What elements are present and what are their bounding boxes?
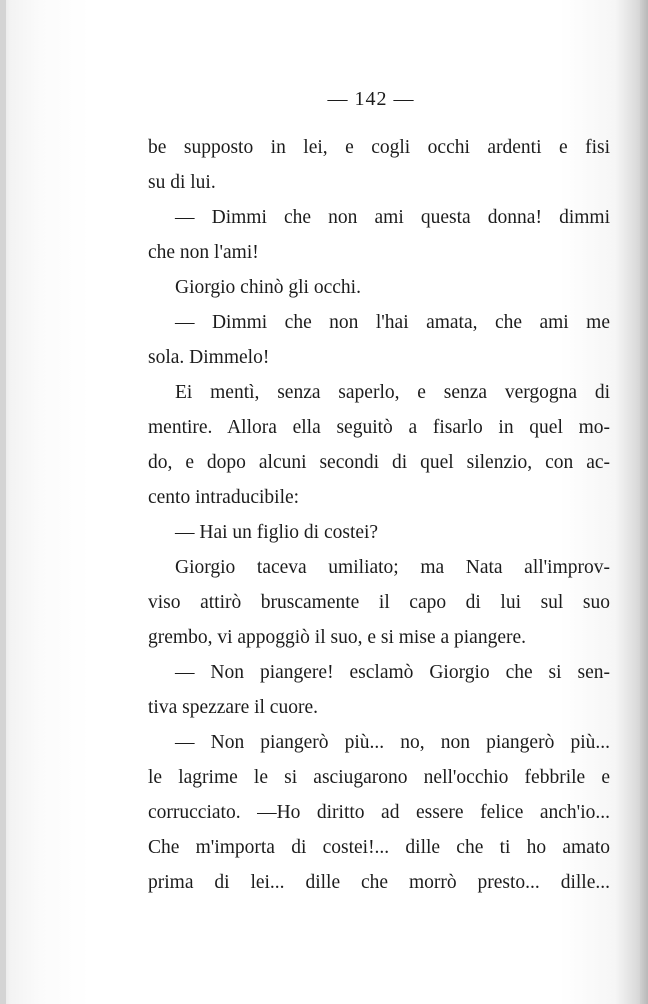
text-line: — Non piangerò più... no, non piangerò più... [175,732,610,753]
page-left-edge [0,0,6,1004]
text-line: Che m'importa di costei!... dille che ti ho amato [148,837,610,858]
text-line: — Dimmi che non l'hai amata, che ami me [175,312,610,333]
text-line: su di lui. [148,172,216,193]
body-text [148,130,610,900]
text-line: prima di lei... dille che morrò presto... dille... [148,872,610,893]
text-line: — Hai un figlio di costei? [175,522,379,543]
text-line: le lagrime le si asciugarono nell'occhio febbrile e [148,767,610,788]
page-number: — 142 — [327,88,415,110]
text-line: viso attirò bruscamente il capo di lui sul suo [148,592,610,613]
text-line: grembo, vi appoggiò il suo, e si mise a piangere. [148,627,527,648]
text-line: — Dimmi che non ami questa donna! dimmi [175,207,610,228]
text-line: corrucciato. —Ho diritto ad essere felice anch'io... [148,802,610,823]
text-line: mentire. Allora ella seguitò a fisarlo in quel mo- [148,417,610,438]
text-line: do, e dopo alcuni secondi di quel silenzio, con ac- [148,452,610,473]
text-line: Giorgio taceva umiliato; ma Nata all'improv- [175,557,610,578]
page-right-edge [640,0,648,1004]
text-line: cento intraducibile: [148,487,300,508]
text-line: sola. Dimmelo! [148,347,270,368]
text-line: che non l'ami! [148,242,259,263]
text-line: be supposto in lei, e cogli occhi ardenti e fisi [148,137,610,158]
text-line: Giorgio chinò gli occhi. [175,277,361,298]
text-line: — Non piangere! esclamò Giorgio che si sen- [175,662,610,683]
text-line: Ei mentì, senza saperlo, e senza vergogna di [175,382,610,403]
text-line: tiva spezzare il cuore. [148,697,318,718]
